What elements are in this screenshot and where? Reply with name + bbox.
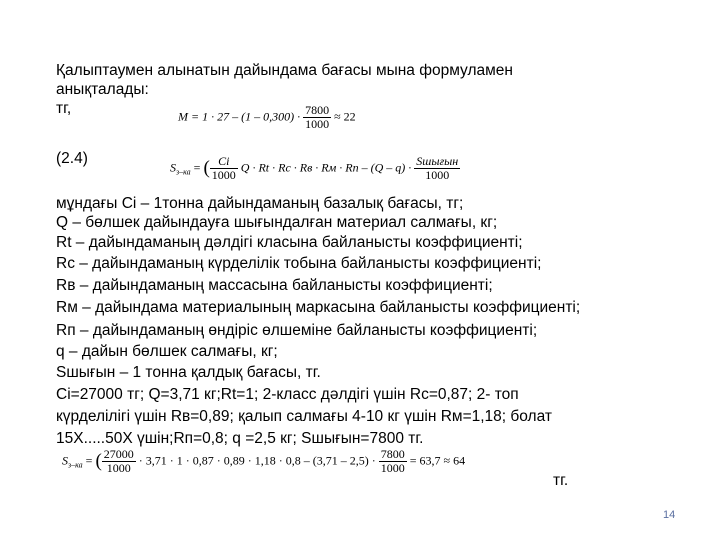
formula-m-den: 1000 [305,117,330,131]
formula-numeric-num1: 27000 [103,447,134,461]
text-line-10: Rм – дайындама материалының маркасына байланысты коэффициенті; [56,299,581,316]
formula-cost-mid: Q · Rt · Rc · Rв · Rм · Rп – (Q – q) · [240,160,412,175]
text-line-6: Q – бөлшек дайындауға шығындалған материал салмағы, кг; [56,214,498,231]
formula-numeric-num2: 7800 [380,447,405,461]
text-line-13: Sшығын – 1 тонна қалдық бағасы, тг. [56,364,321,381]
formula-numeric-bracket-open: ( [95,450,102,472]
formula-cost-num2: Sшығын [416,154,459,168]
formula-cost-fraction2 [414,155,460,182]
formula-cost-den2: 1000 [425,168,450,182]
formula-numeric-rhs: = 63,7 ≈ 64 [409,453,466,468]
formula-numeric-mid: · 3,71 · 1 · 0,87 · 0,89 · 1,18 · 0,8 – (3,71 – 2,5) · [138,453,376,468]
formula-cost-eq: = [193,160,201,175]
text-line-8: Rc – дайындаманың күрделілік тобына байланысты коэффициенті; [56,255,542,272]
formula-m-num: 7800 [305,103,330,117]
equation-number: (2.4) [56,150,88,167]
formula-cost-den1: 1000 [211,168,236,182]
text-line-3: тг, [56,100,72,117]
formula-cost-bracket-open: ( [203,157,210,179]
formula-numeric-den1: 1000 [106,461,131,475]
text-line-16: 15Х.....50Х үшін;Rп=0,8; q =2,5 кг; Sшығын=7800 тг. [56,430,424,447]
formula-numeric-den2: 1000 [380,461,405,475]
formula-numeric-lhs-sub: з–ка [68,460,83,470]
formula-numeric [62,448,465,475]
text-line-7: Rt – дайындаманың дәлдігі класына байланысты коэффициенті; [56,234,523,251]
formula-cost-lhs-sub: з–ка [176,167,191,177]
text-line-1: Қалыптаумен алынатын дайындама бағасы мына формуламен [56,62,513,79]
formula-cost-lhs: S [170,160,176,175]
page-number: 14 [663,509,676,521]
text-line-11: Rп – дайындаманың өндіріс өлшеміне байланысты коэффициенті; [56,322,538,339]
text-line-9: Rв – дайындаманың массасына байланысты коэффициенті; [56,277,493,294]
text-line-12: q – дайын бөлшек салмағы, кг; [56,343,278,360]
formula-m [178,104,356,131]
formula-numeric-lhs: S [62,453,68,468]
formula-cost-fraction1 [210,155,238,182]
formula-m-fraction [303,104,331,131]
formula-cost-num1: Cі [210,155,238,169]
formula-m-rhs: ≈ 22 [334,109,356,124]
text-line-5: мұндағы Сі – 1тонна дайындаманың базалық бағасы, тг; [56,195,464,212]
formula-numeric-fraction2 [379,448,407,475]
formula-numeric-eq: = [85,453,93,468]
text-line-14: Сі=27000 тг; Q=3,71 кг;Rt=1; 2-класс дәлдігі үшін Rc=0,87; 2- топ [56,386,519,403]
text-line-2: анықталады: [56,81,149,98]
formula-cost [170,155,460,182]
currency-tail: тг. [553,472,569,489]
text-line-15: күрделілігі үшін Rв=0,89; қалып салмағы 4-10 кг үшін Rм=1,18; болат [56,408,552,425]
formula-m-lhs: M = 1 · 27 – (1 – 0,300) · [178,109,301,124]
formula-numeric-fraction1 [102,448,136,475]
